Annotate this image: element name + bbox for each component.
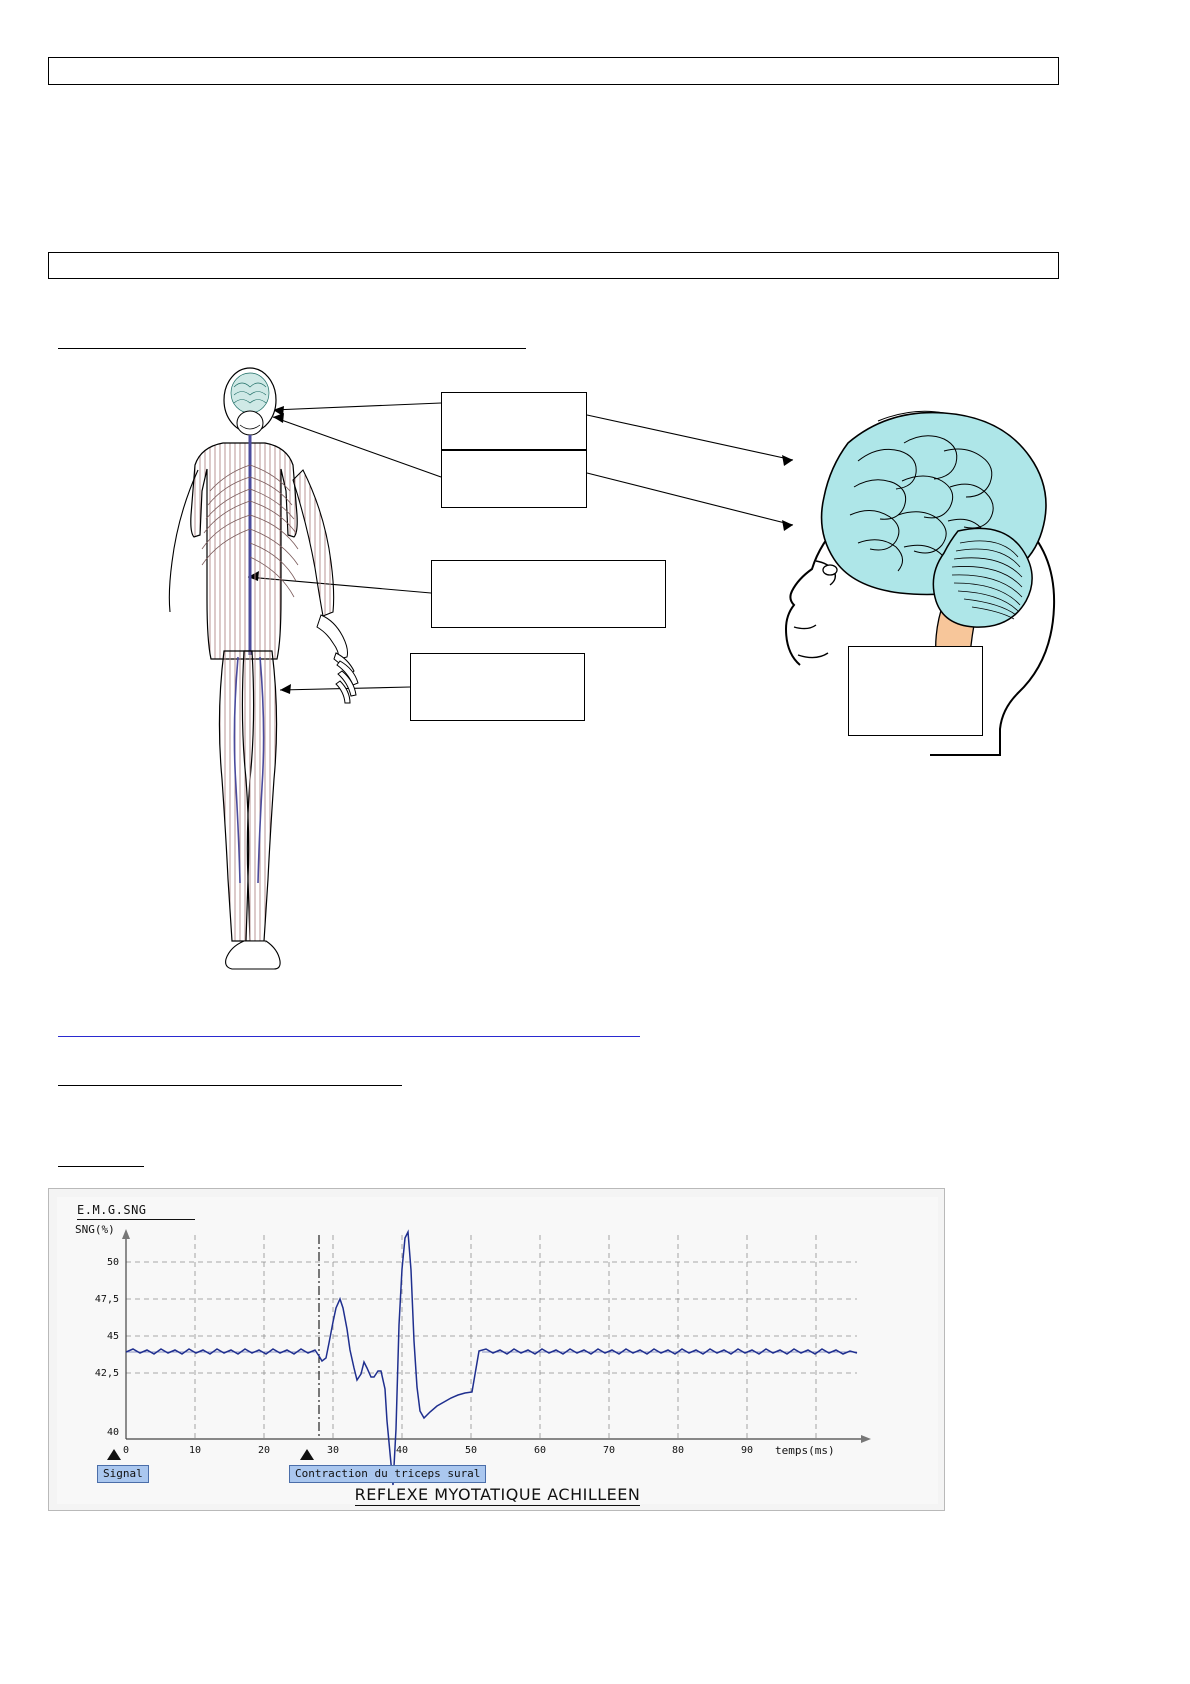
heading-rule-1 [58,348,526,349]
chart-xlabel: temps(ms) [775,1444,835,1457]
contraction-tag: Contraction du triceps sural [289,1465,486,1483]
xtick-0: 0 [122,1445,130,1456]
xtick-60: 60 [533,1445,547,1456]
ytick-47-5: 47,5 [94,1294,119,1305]
title-bar-section [48,252,1059,279]
ytick-45: 45 [106,1331,119,1342]
answer-box-b[interactable] [441,450,587,508]
title-bar-top [48,57,1059,85]
xtick-70: 70 [602,1445,616,1456]
xtick-40: 40 [395,1445,409,1456]
answer-box-e[interactable] [848,646,983,736]
xtick-30: 30 [326,1445,340,1456]
ytick-42-5: 42,5 [94,1368,119,1379]
chart-caption [57,1485,938,1504]
emg-chart-panel [48,1188,945,1511]
xtick-20: 20 [257,1445,271,1456]
heading-rule-3 [58,1166,144,1167]
xtick-90: 90 [740,1445,754,1456]
answer-box-d[interactable] [410,653,585,721]
hyperlink-rule[interactable] [58,1036,640,1037]
heading-rule-2 [58,1085,402,1086]
chart-ylabel: SNG(%) [75,1223,115,1236]
xtick-80: 80 [671,1445,685,1456]
chart-title: E.M.G.SNG [77,1203,147,1217]
contraction-marker-arrow [300,1449,314,1460]
xtick-50: 50 [464,1445,478,1456]
xtick-10: 10 [188,1445,202,1456]
chart-caption-text: REFLEXE MYOTATIQUE ACHILLEEN [354,1485,641,1504]
nervous-system-figure [58,365,1058,1025]
ytick-40: 40 [106,1427,119,1438]
ytick-50: 50 [106,1257,119,1268]
signal-tag: Signal [97,1465,149,1483]
signal-marker-arrow [107,1449,121,1460]
emg-chart-inner [57,1197,938,1504]
answer-box-c[interactable] [431,560,666,628]
answer-box-a[interactable] [441,392,587,450]
emg-plot [57,1197,938,1504]
